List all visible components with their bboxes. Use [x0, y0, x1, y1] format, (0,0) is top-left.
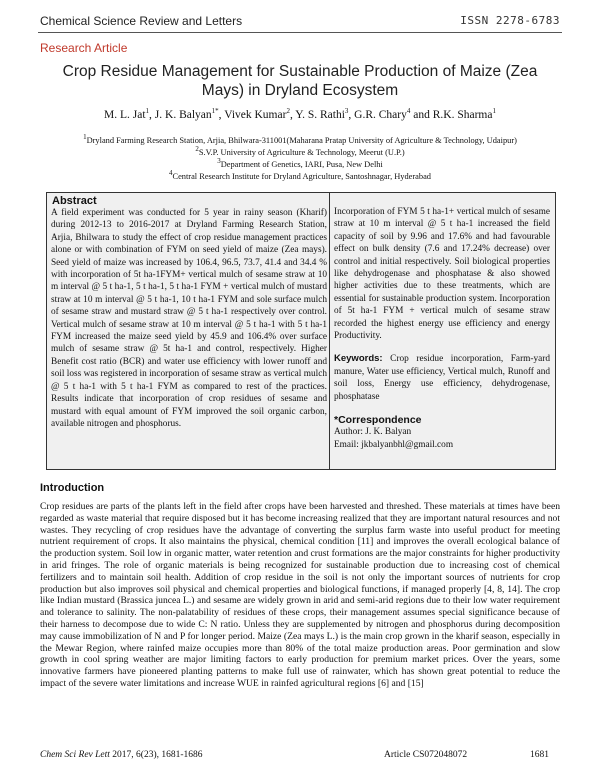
author-name: J. K. Balyan [154, 109, 212, 121]
affiliation-line [40, 171, 560, 183]
affiliation-mark: 3 [217, 157, 221, 166]
abstract-text: A field experiment was conducted for 5 year in rainy season (Kharif) during 2012-13 to 2016-2017 at Dryland Farming Research Station, Arjia, Bhilwara to study the effect of crop residue management practices alone or with combination of FYM on seed yield of maize (Zea mays). Seed yield of maize was increased by 106.4, 96.5, 73.7, 41.4 and 34.4 % with incorporation of 5t ha-1FYM+ vertical mulch of sesame straw at 10 m interval @ 5 t ha-1, 5 t ha-1, 5 t ha-1 FYM + vertical mulch of mustard straw at 10 m interval @ 5 t ha-1, 10 t ha-1 FYM and sole surface mulch of sesame straw and mustard straw @ 5 t ha-1 respectively over control. Vertical mulch of sesame straw at 10 m interval @ 5 t ha-1 with 5 t ha-1 FYM increased the maize seed yield by 45.9 and 106.4% over surface mulch of sesame straw @ 5t ha-1 and control, respectively. Higher Benefit cost ratio (BCR) and water use efficiency with lower runoff and soil loss was registered in incorporation of sesame straw as vertical mulch @ 5 t ha-1 with 5 t ha-1 FYM as compared to rest of the practices. Results indicate that incorporation of crop residues of sesame and mustard with equal amount of FYM improved the soil organic carbon, available nitrogen and phosphorus. [51, 208, 327, 429]
author-affiliation-mark: 1 [145, 107, 150, 116]
correspondence-email[interactable]: Email: jkbalyanbhl@gmail.com [334, 440, 454, 450]
issn: ISSN 2278-6783 [460, 14, 560, 27]
affiliation-text: Department of Genetics, IARI, Pusa, New Delhi [220, 160, 383, 169]
author-name: Vivek Kumar [224, 109, 287, 121]
author-affiliation-mark: 2 [286, 107, 290, 116]
affiliation-line [40, 147, 560, 159]
keywords-text: Crop residue incorporation, Farm-yard manure, Water use efficiency, Vertical mulch, Runoff and soil loss, Energy use efficiency, dehydrogenase, phosphatase [334, 354, 551, 402]
keywords-heading: Keywords: [334, 353, 383, 365]
affiliation-line [40, 159, 560, 171]
author-affiliation-mark: 1* [211, 107, 219, 116]
author-list: M. L. Jat$^1$, J. K. Balyan$^{1*}$, Vivek Kumar$^2$, Y. S. Rathi$^3$, G.R. Chary$^4$ and R.K. Sharma$^1$ [104, 107, 496, 121]
abstract-heading: Abstract [52, 195, 97, 207]
author-affiliation-mark: 4 [406, 107, 411, 116]
author-name: M. L. Jat [104, 109, 146, 121]
footer-article-id: Article CS072048072 [384, 750, 468, 760]
affiliation-mark: 4 [168, 169, 173, 178]
affiliation-text: Dryland Farming Research Station, Arjia, Bhilwara-311001(Maharana Pratap University of Agriculture & Technology, Udaipur) [86, 136, 517, 145]
affiliation-text: S.V.P. University of Agriculture & Technology, Meerut (U.P.) [198, 148, 405, 157]
keywords [334, 353, 550, 403]
paper-title: Crop Residue Management for Sustainable Production of Maize (Zea Mays) in Dryland Ecosystem [62, 63, 538, 99]
author-affiliation-mark: 1 [492, 107, 496, 116]
footer-volume: 2017, 6(23), 1681-1686 [112, 750, 203, 760]
affiliation-mark: 1 [83, 133, 87, 142]
author-name: G.R. Chary [354, 109, 407, 121]
affiliation-mark: 2 [195, 145, 199, 154]
article-type-label: Research Article [40, 41, 128, 55]
affiliation-text: Central Research Institute for Dryland Agriculture, Santoshnagar, Hyderabad [172, 172, 431, 181]
introduction-heading: Introduction [40, 482, 105, 494]
author-name: R.K. Sharma [432, 109, 493, 121]
abstract-right-column [334, 206, 550, 403]
journal-name: Chemical Science Review and Letters [40, 14, 243, 28]
correspondence-heading: *Correspondence [334, 414, 422, 426]
author-name: Y. S. Rathi [295, 109, 345, 121]
affiliation-line [40, 135, 560, 147]
author-affiliation-mark: 3 [344, 107, 349, 116]
abstract-continued: Incorporation of FYM 5 t ha-1+ vertical mulch of sesame straw at 10 m interval @ 5 t ha-1 increased the field capacity of soil by 9.96 and 17.6% and had favourable effect on bulk density (7.6 and 17.24% decrease) over control and initial respectively. Soil biological properties like dehydrogenase and phosphatase & also showed higher activities due to these treatments, which are essential for sustainable production system. Incorporation of 5t ha-1 FYM + vertical mulch of sesame straw recorded the highest energy use efficiency and energy Productivity. [334, 207, 550, 342]
affiliations [40, 135, 560, 183]
introduction-text: Crop residues are parts of the plants left in the field after crops have been harvested and threshed. These materials at times have been regarded as waste material that require disposed but it has become increasing realized that they are important natural resources and not wastes. They recycling of crop residues have the advantage of converting the surplus farm waste into useful product for meeting nutrient requirement of crops. It also maintains the physical, chemical condition [11] and improves the overall ecological balance of the production system. Soil low in organic matter, water retention and crust formations are the major constraints for higher productivity in arid fringes. The role of organic materials is being recognized for sustainable production due to increasing cost of chemical fertilizers and to maintain soil health. Addition of crop residue in the soil is not only the important sources of nutrients for crop production but also improves soil physical and chemical properties and biological functions, if managed properly [4, 8, 14]. The crop like Indian mustard (Brassica juncea L.) and sesame are widely grown in arid and semi-arid regions due to their low water requirement and tolerance to salinity. The non-palatability of residues of these crops, their management assumes special significance because of their harness to decompose due to wide C: N ratio. Unless they are supplemented by nitrogen and phosphorus during decomposition may cause immobilization of N and P for longer period. Maize (Zea mays L.) is the main crop grown in the kharif season, especially in the Mewar Region, where rainfed maize occupies more than 80% of the total maize production areas. Poor germination and slow growth in cool spring weather are major limiting factors to early production for premium market prices. Over the years, some innovative farmers have pioneered planting patterns to make full use of rainwater, which has shown great potential to reduce the impact of the severe water limitations and increase WUE in rainfed agricultural regions [6] and [15] [40, 501, 560, 689]
footer-citation [40, 750, 203, 760]
page-number: 1681 [530, 750, 549, 760]
footer-journal: Chem Sci Rev Lett [40, 750, 110, 760]
header-divider [38, 32, 562, 33]
correspondence-author: Author: J. K. Balyan [334, 427, 412, 437]
